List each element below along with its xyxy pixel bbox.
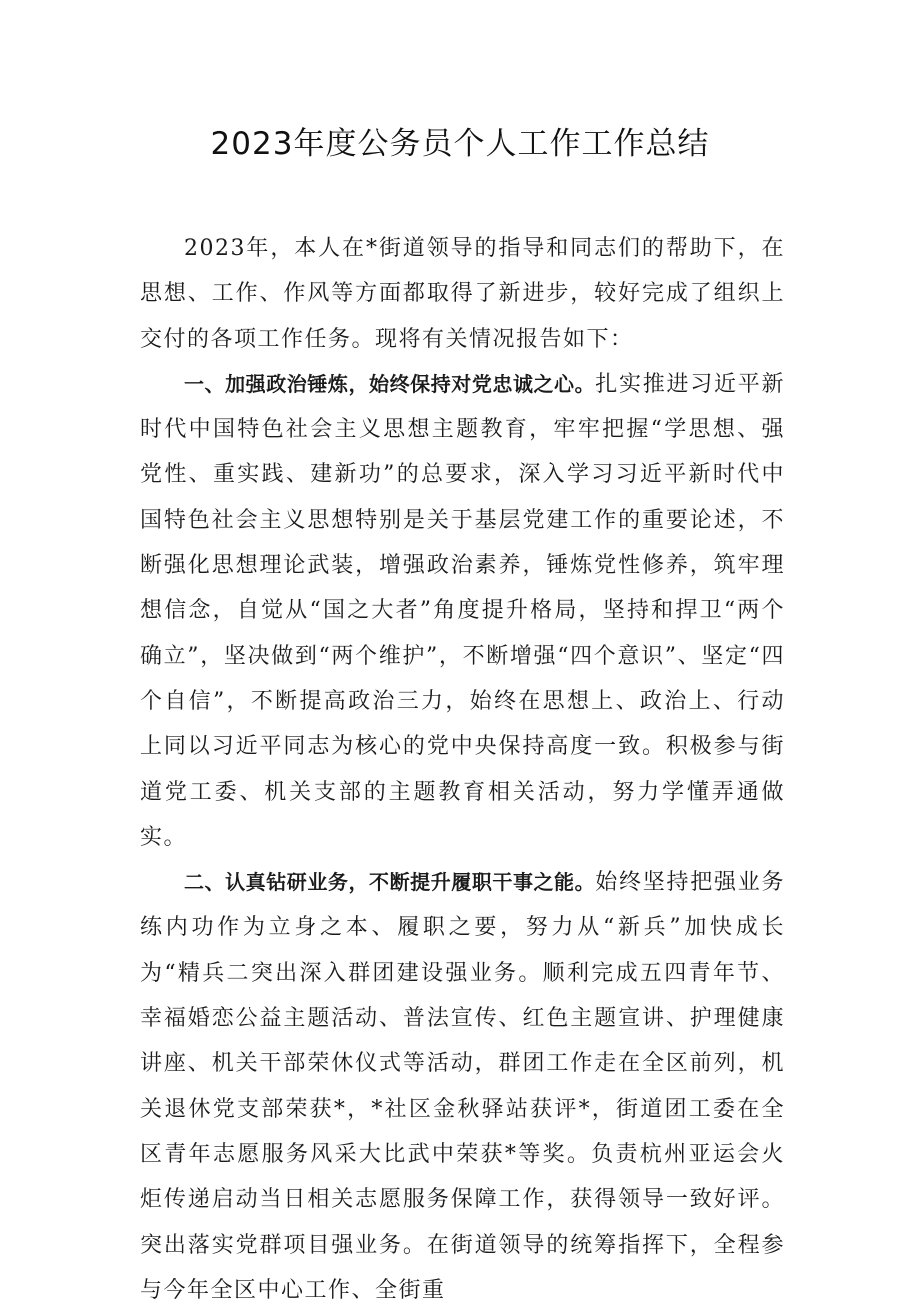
paragraph-text: 扎实推进习近平新时代中国特色社会主义思想主题教育，牢牢把握“学思想、强党性、重实践、建新功”的总要求，深入学习习近平新时代中国特色社会主义思想特别是关于基层党建工作的重要论述，不断强化思想理论武装，增强政治素养，锤炼党性修养，筑牢理想信念，自觉从“国之大者”角度提升格局，坚持和捍卫“两个确立”，坚决做到“两个维护”，不断增强“四个意识”、坚定“四个自信”，不断提高政治三力，始终在思想上、政治上、行动上同以习近平同志为核心的党中央保持高度一致。积极参与街道党工委、机关支部的主题教育相关活动，努力学懂弄通做实。 [140, 371, 785, 850]
paragraph-text: 始终坚持把强业务练内功作为立身之本、履职之要，努力从“新兵”加快成长为“精兵二突出深入群团建设强业务。顺利完成五四青年节、幸福婚恋公益主题活动、普法宣传、红色主题宣讲、护理健康讲座、机关干部荣休仪式等活动，群团工作走在全区前列，机关退休党支部荣获*，*社区金秋驿站获评*，街道团工委在全区青年志愿服务风采大比武中荣获*等奖。负责杭州亚运会火炬传递启动当日相关志愿服务保障工作，获得领导一致好评。突出落实党群项目强业务。在街道领导的统筹指挥下，全程参与今年全区中心工作、全街重 [140, 870, 785, 1303]
paragraph-section-2 [140, 860, 785, 1313]
document-title: 2023年度公务员个人工作工作总结 [210, 126, 710, 162]
paragraph-section-1 [140, 362, 785, 860]
paragraph-text: 2023年，本人在*街道领导的指导和同志们的帮助下，在思想、工作、作风等方面都取得了新进步，较好完成了组织上交付的各项工作任务。现将有关情况报告如下： [140, 236, 785, 352]
paragraph-intro [140, 226, 785, 362]
document-body [140, 226, 785, 1313]
section-heading: 二、认真钻研业务，不断提升履职干事之能。 [184, 870, 596, 895]
section-heading: 一、加强政治锤炼，始终保持对党忠诚之心。 [184, 371, 596, 396]
